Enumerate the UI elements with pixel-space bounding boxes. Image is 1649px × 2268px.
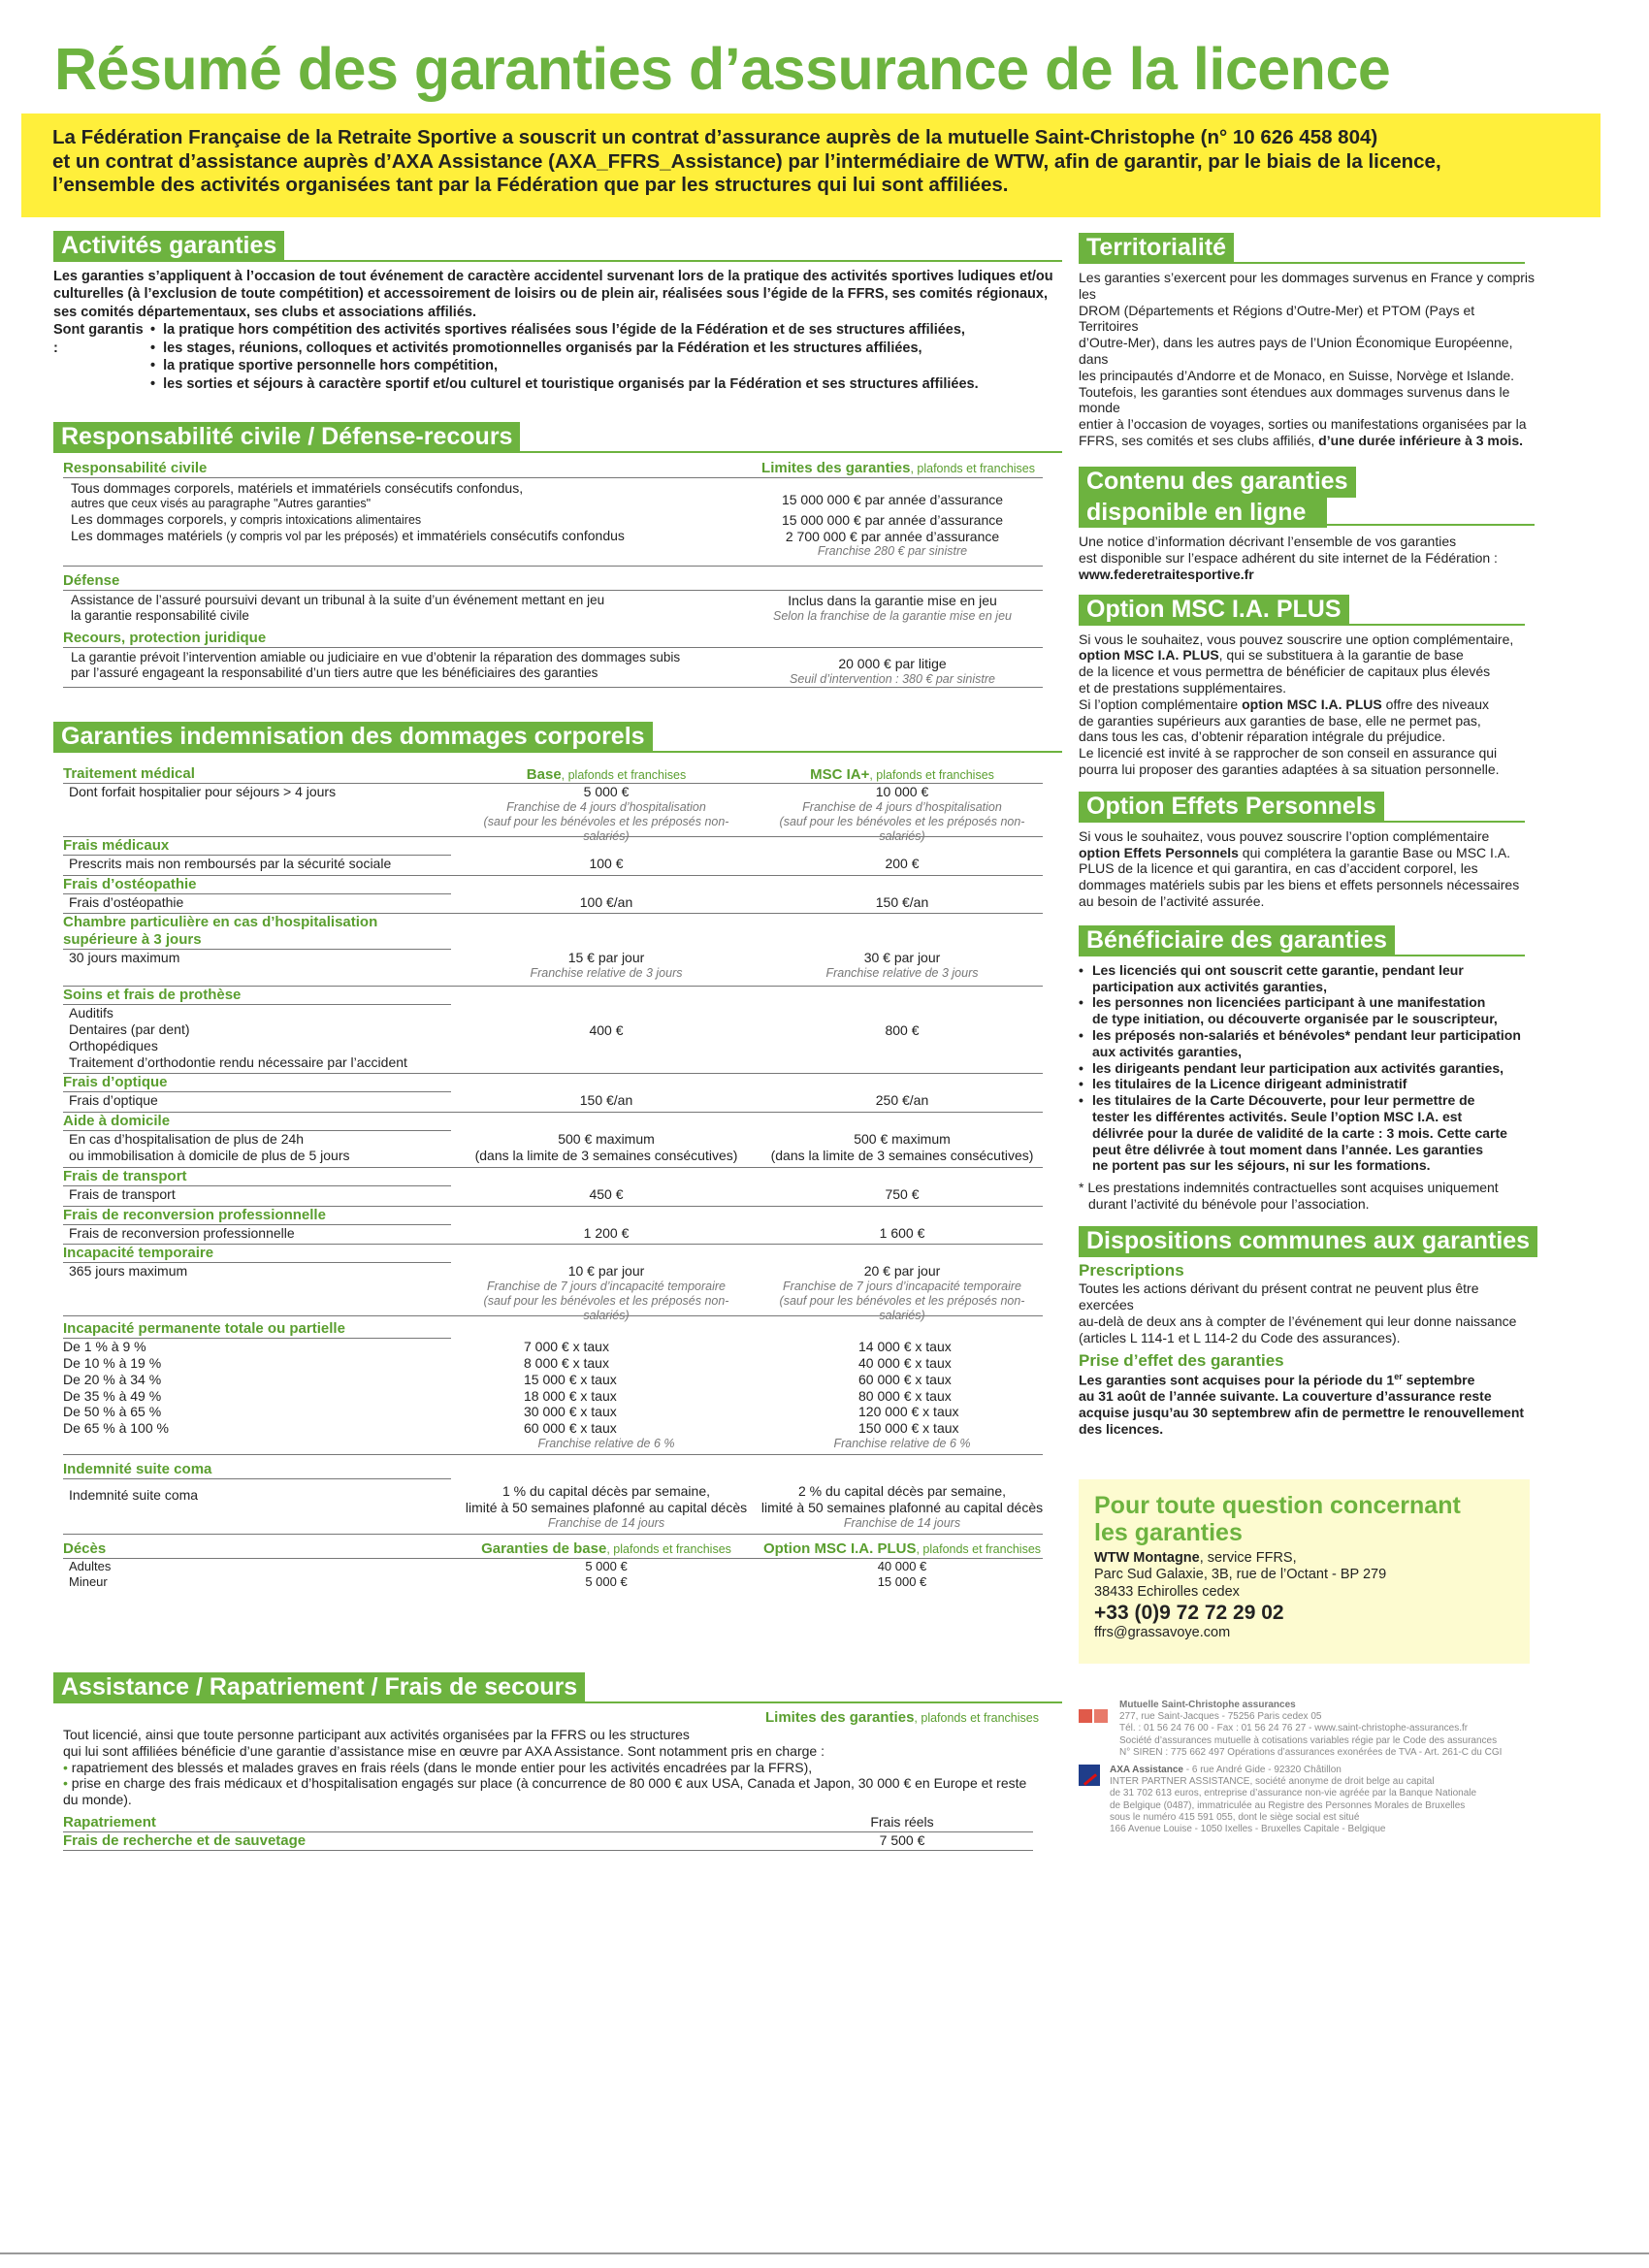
prise-effet-line: des licences. — [1079, 1420, 1164, 1437]
intro-line-2: et un contrat d’assistance auprès d’AXA Assistance (AXA_FFRS_Assistance) par l’intermédiaire de WTW, afin de garantir, par le biais de la licence, — [52, 149, 1441, 173]
defense-line-2: la garantie responsabilité civile — [71, 608, 249, 624]
gidc-row-line: Frais de transport — [69, 1185, 176, 1202]
intro-banner — [21, 113, 1600, 217]
gidc-base-value: 10 € par jour — [567, 1263, 645, 1280]
territ-line: Toutefois, les garanties sont étendues aux dommages survenus dans le monde — [1079, 383, 1510, 416]
gidc-ia-value: 10 000 € — [875, 784, 929, 799]
gidc-base-note: Franchise relative de 3 jours — [530, 966, 683, 981]
axa-line: sous le numéro 415 591 055, dont le siège social est situé — [1110, 1811, 1360, 1823]
gidc-base-value: 450 € — [589, 1185, 624, 1202]
gidc-base-header: Base, plafonds et franchises — [526, 766, 687, 783]
gidc-base-note: (sauf pour les bénévoles et les préposés non-salariés) — [483, 1294, 729, 1323]
coma-base-f: Franchise de 14 jours — [547, 1515, 665, 1530]
gidc-row-line: 30 jours maximum — [69, 950, 180, 966]
deces-row: Mineur 5 000 € 15 000 € — [69, 1573, 927, 1589]
rc-limits-header: Limites des garanties, plafonds et franchises — [761, 460, 1035, 476]
coma-ia-1: 2 % du capital décès par semaine, — [797, 1482, 1006, 1499]
gidc-deces-head: Décès — [63, 1539, 107, 1557]
heading-dispositions: Dispositions communes aux garanties — [1079, 1226, 1537, 1257]
gidc-base-note: (dans la limite de 3 semaines consécutives) — [474, 1147, 738, 1163]
heading-contenu-1: Contenu des garanties — [1079, 467, 1356, 498]
gidc-row — [63, 1074, 1043, 1113]
gidc-row-line: Prescrits mais non remboursés par la sécurité sociale — [69, 855, 392, 871]
gidc-base-note: Franchise de 7 jours d’incapacité temporaire — [487, 1280, 726, 1294]
gidc-coma — [63, 1461, 1043, 1535]
deces-row: Adultes 5 000 € 40 000 € — [69, 1558, 927, 1573]
rc-value-3: 2 700 000 € par année d’assurance — [785, 528, 1000, 544]
gidc-row-head: Frais d’ostéopathie — [63, 876, 451, 894]
territ-line: entier à l’occasion de voyages, sorties ou manifestations organisées par la — [1079, 416, 1527, 433]
gidc-base-note: (sauf pour les bénévoles et les préposés non-salariés) — [483, 814, 729, 843]
gidc-row-line: Frais de reconversion professionnelle — [69, 1224, 295, 1241]
gidc-base-value: 400 € — [589, 1022, 624, 1039]
assistance-limits-header: Limites des garanties, plafonds et franchises — [765, 1709, 1039, 1726]
activites-text-3: ses comités départementaux, ses clubs et associations affiliés. — [53, 304, 476, 320]
gidc-row-line: Frais d’ostéopathie — [69, 893, 184, 910]
rc-sub-civile: Responsabilité civile — [63, 460, 208, 476]
gidc-ia-value: 1 600 € — [879, 1224, 925, 1241]
recours-line-2: par l’assuré engageant la responsabilité d’un tiers autre que les bénéficiaires des garanties — [71, 665, 598, 681]
recours-line-1: La garantie prévoit l’intervention amiable ou judiciaire en vue d’obtenir la réparation des dommages subis — [71, 650, 681, 664]
right-column — [1079, 233, 1535, 1438]
gidc-ia-header: MSC IA+, plafonds et franchises — [810, 766, 994, 783]
contact-phone[interactable]: +33 (0)9 72 72 29 02 — [1094, 1602, 1284, 1625]
section-activites — [53, 231, 1062, 394]
gidc-row-line: Auditifs — [69, 1005, 113, 1021]
gidc-ip-row: De 20 % à 34 % 15 000 € x taux 60 000 € x taux — [63, 1371, 952, 1387]
gidc-ip-ia-franchise: Franchise relative de 6 % — [833, 1436, 971, 1450]
prescriptions-heading: Prescriptions — [1079, 1260, 1184, 1280]
gidc-row — [63, 1245, 1043, 1323]
gidc-ia-note: Franchise de 7 jours d’incapacité temporaire — [783, 1280, 1021, 1294]
axa-name-line: AXA Assistance - 6 rue André Gide - 92320 Châtillon — [1110, 1764, 1342, 1775]
gidc-deces — [63, 1540, 1043, 1589]
gidc-row-line: ou immobilisation à domicile de plus de 5 jours — [69, 1147, 350, 1163]
rc-franchise-3: Franchise 280 € par sinistre — [817, 544, 968, 559]
gidc-row-line: 365 jours maximum — [69, 1263, 188, 1280]
axa-line: 166 Avenue Louise - 1050 Ixelles - Bruxelles Capitale - Belgique — [1110, 1823, 1386, 1834]
option-line: dans tous les cas, d’obtenir réparation intégrale du préjudice. — [1079, 729, 1446, 745]
recours-franchise: Seuil d’intervention : 380 € par sinistre — [790, 671, 995, 686]
assistance-text-2: qui lui sont affiliées bénéficie d’une garantie d’assistance mise en œuvre par AXA Assistance. Sont notamment pris en charge : — [63, 1742, 824, 1759]
coma-ia-f: Franchise de 14 jours — [843, 1515, 961, 1530]
prise-effet-line: au 31 août de l’année suivante. La couverture d’assurance reste — [1079, 1388, 1492, 1405]
gidc-row — [63, 1168, 1043, 1207]
gidc-row-line: Dont forfait hospitalier pour séjours > 4 jours — [69, 784, 337, 799]
benef-note-2: durant l’activité du bénévole pour l’association. — [1088, 1195, 1370, 1212]
gidc-ia-value: 800 € — [885, 1022, 920, 1039]
gidc-ia-value: 250 €/an — [875, 1092, 929, 1109]
heading-contenu-2: disponible en ligne — [1079, 498, 1327, 529]
rc-sub-defense: Défense — [63, 572, 1043, 591]
gidc-ia-note: (sauf pour les bénévoles et les préposés non-salariés) — [779, 814, 1025, 843]
heading-activites: Activités garanties — [53, 231, 284, 262]
defense-value: Inclus dans la garantie mise en jeu — [788, 593, 997, 608]
gidc-ip-row: De 50 % à 65 % 30 000 € x taux 120 000 € x taux — [63, 1404, 959, 1420]
gidc-ip-row: De 35 % à 49 % 18 000 € x taux 80 000 € x taux — [63, 1387, 952, 1404]
gidc-row-head: Frais d’optique — [63, 1074, 451, 1092]
contact-address-2: 38433 Echirolles cedex — [1094, 1583, 1240, 1600]
heading-option-msc: Option MSC I.A. PLUS — [1079, 595, 1349, 626]
msc-line: Tél. : 01 56 24 76 00 - Fax : 01 56 24 76 27 - www.saint-christophe-assurances.fr — [1119, 1723, 1469, 1734]
heading-territorialite: Territorialité — [1079, 233, 1234, 264]
gidc-coma-head: Indemnité suite coma — [63, 1461, 451, 1479]
axa-line: INTER PARTNER ASSISTANCE, société anonyme de droit belge au capital — [1110, 1776, 1435, 1788]
gidc-base-value: 150 €/an — [579, 1092, 633, 1109]
recherche-value: 7 500 € — [879, 1831, 925, 1848]
prescriptions-line: (articles L 114-1 et L 114-2 du Code des assurances). — [1079, 1329, 1401, 1345]
benef-item: • Les licenciés qui ont souscrit cette garantie, pendant leur participation aux activités garanties, — [1079, 961, 1464, 994]
gidc-row — [63, 837, 1043, 876]
gidc-base-value: 500 € maximum — [558, 1131, 655, 1148]
axa-logo — [1079, 1765, 1100, 1786]
gidc-base-value: 100 € — [589, 855, 624, 871]
gidc-ip-row: De 1 % à 9 % 7 000 € x taux 14 000 € x taux — [63, 1339, 952, 1355]
benef-item: • les dirigeants pendant leur participation aux activités garanties, — [1079, 1059, 1504, 1076]
deces-ia-header: Option MSC I.A. PLUS, plafonds et franchises — [762, 1539, 1042, 1557]
intro-line-1: La Fédération Française de la Retraite Sportive a souscrit un contrat d’assurance auprès de la mutuelle Saint-Christophe (n° 10 626 458 804) — [52, 126, 1378, 148]
prescriptions-line: au-delà de deux ans à compter de l’événement qui leur donne naissance — [1079, 1312, 1517, 1329]
bottom-scan-line — [0, 2252, 1649, 2254]
effets-line: au besoin de l’activité assurée. — [1079, 893, 1265, 910]
contact-email[interactable]: ffrs@grassavoye.com — [1094, 1625, 1231, 1641]
option-line: de la licence et vous permettra de bénéficier de capitaux plus élevés — [1079, 664, 1491, 680]
gidc-ia-note: Franchise relative de 3 jours — [825, 966, 979, 981]
option-line: Si vous le souhaitez, vous pouvez souscrire une option complémentaire, — [1079, 631, 1514, 647]
section-rc — [53, 422, 1062, 453]
rc-value-2: 15 000 000 € par année d’assurance — [781, 511, 1004, 528]
axa-line: de 31 702 613 euros, entreprise d’assurance non-vie agréée par la Banque Nationale — [1110, 1788, 1477, 1799]
gidc-base-value: 100 €/an — [579, 893, 633, 910]
rc-row-1b: autres que ceux visés au paragraphe "Autres garanties" — [71, 496, 372, 510]
contact-heading-2: les garanties — [1094, 1518, 1243, 1546]
territ-line: Les garanties s’exercent pour les dommages survenus en France y compris les — [1079, 270, 1535, 302]
page-title: Résumé des garanties d’assurance de la licence — [54, 36, 1391, 102]
section-assistance — [53, 1672, 1062, 1703]
rc-row-3: Les dommages matériels (y compris vol par les préposés) et immatériels consécutifs confondus — [71, 527, 625, 543]
msc-line: N° SIREN : 775 662 497 Opérations d’assurances exonérées de TVA - Art. 261-C du CGI — [1119, 1746, 1503, 1758]
heading-gidc: Garanties indemnisation des dommages corporels — [53, 722, 653, 753]
gidc-ip-row: De 65 % à 100 % 60 000 € x taux 150 000 € x taux — [63, 1420, 959, 1437]
option-line: pourra lui proposer des garanties adaptées à sa situation personnelle. — [1079, 761, 1500, 778]
heading-rc: Responsabilité civile / Défense-recours — [53, 422, 520, 453]
rc-value-1: 15 000 000 € par année d’assurance — [781, 492, 1004, 507]
gidc-row-head: Frais de transport — [63, 1168, 451, 1186]
benef-item: • les titulaires de la Licence dirigeant administratif — [1079, 1076, 1407, 1092]
gidc-row — [63, 1113, 1043, 1168]
activites-text-2: culturelles (à l’exclusion de toute compétition) et accessoirement de loisirs ou de plein air, réalisées sous l’égide de la FFRS, ses comités régionaux, — [53, 286, 1048, 303]
effets-line: option Effets Personnels qui complétera la garantie Base ou MSC I.A. — [1079, 844, 1511, 860]
footer-insurers — [1079, 1700, 1544, 1835]
rc-sub-recours: Recours, protection juridique — [63, 630, 1043, 648]
activites-item: • les stages, réunions, colloques et activités promotionnelles organisés par la Fédération et les structures affiliées, — [150, 340, 922, 356]
gidc-base-value: 5 000 € — [583, 784, 630, 799]
effets-line: dommages matériels subis par les biens et effets personnels nécessaires — [1079, 877, 1520, 893]
rapatriement-label: Rapatriement — [63, 1813, 156, 1831]
msc-logo — [1079, 1705, 1110, 1729]
gidc-row-line: Frais d’optique — [69, 1092, 158, 1109]
defense-franchise: Selon la franchise de la garantie mise en jeu — [773, 608, 1012, 623]
gidc-ip-row: De 10 % à 19 % 8 000 € x taux 40 000 € x taux — [63, 1354, 952, 1371]
contact-heading-1: Pour toute question concernant — [1094, 1492, 1461, 1519]
gidc-row-head: Frais médicaux — [63, 837, 451, 856]
deces-base-header: Garanties de base, plafonds et franchises — [481, 1539, 731, 1557]
gidc-ia-value: 150 €/an — [875, 893, 929, 910]
recherche-label: Frais de recherche et de sauvetage — [63, 1831, 307, 1849]
msc-line: Société d’assurances mutuelle à cotisations variables régie par le Code des assurances — [1119, 1734, 1498, 1746]
territ-line: les principautés d’Andorre et de Monaco, en Suisse, Norvège et Islande. — [1079, 367, 1515, 383]
gidc-ip-base-franchise: Franchise relative de 6 % — [537, 1436, 675, 1450]
gidc-ia-value: 30 € par jour — [863, 950, 941, 966]
activites-item: • la pratique hors compétition des activités sportives réalisées sous l’égide de la Fédération et de ses structures affiliées, — [150, 322, 965, 339]
gidc-ia-value: 500 € maximum — [854, 1131, 951, 1148]
gidc-ia-value: 20 € par jour — [863, 1263, 941, 1280]
gidc-row — [63, 987, 1043, 1074]
intro-line-3: l’ensemble des activités organisées tant par la Fédération que par les structures qui lui sont affiliées. — [52, 174, 1009, 197]
option-line: Si l’option complémentaire option MSC I.A. PLUS offre des niveaux — [1079, 696, 1490, 712]
msc-line: 277, rue Saint-Jacques - 75256 Paris cedex 05 — [1119, 1711, 1322, 1723]
contact-address-1: Parc Sud Galaxie, 3B, rue de l’Octant - BP 279 — [1094, 1567, 1387, 1583]
benef-list — [1079, 962, 1535, 1174]
contact-org: WTW Montagne, service FFRS, — [1094, 1550, 1297, 1566]
gidc-row-head: Incapacité temporaire — [63, 1245, 451, 1263]
gidc-row — [63, 1207, 1043, 1246]
gidc-ia-note: Franchise de 4 jours d’hospitalisation — [802, 799, 1002, 814]
option-line: option MSC I.A. PLUS, qui se substituera à la garantie de base — [1079, 647, 1464, 664]
contenu-line-1: Une notice d’information décrivant l’ensemble de vos garanties — [1079, 534, 1457, 550]
gidc-ia-value: 200 € — [885, 855, 920, 871]
gidc-ia-note: (dans la limite de 3 semaines consécutives) — [770, 1147, 1034, 1163]
prise-effet-line: Les garanties sont acquises pour la période du 1er septembre — [1079, 1371, 1475, 1388]
prescriptions-line: Toutes les actions dérivant du présent contrat ne peuvent plus être exercées — [1079, 1280, 1479, 1312]
coma-base-2: limité à 50 semaines plafonné au capital décès — [465, 1499, 748, 1515]
section-gidc — [53, 722, 1062, 753]
benef-item: • les personnes non licenciées participant à une manifestation de type initiation, ou découverte organisée par le souscripteur, — [1079, 994, 1498, 1027]
gidc-row — [63, 765, 1043, 843]
gidc-ip-head: Incapacité permanente totale ou partielle — [63, 1320, 451, 1339]
territ-last-line: FFRS, ses comités et ses clubs affiliés, d’une durée inférieure à 3 mois. — [1079, 432, 1523, 448]
gidc-row-head: Soins et frais de prothèse — [63, 987, 451, 1005]
axa-line: de Belgique (0487), immatriculée au Registre des Personnes Morales de Bruxelles — [1110, 1799, 1466, 1811]
heading-assistance: Assistance / Rapatriement / Frais de secours — [53, 1672, 585, 1703]
activites-item: • les sorties et séjours à caractère sportif et/ou culturel et touristique organisés par la Fédération et ses structures affiliées. — [150, 376, 979, 393]
effets-line: Si vous le souhaitez, vous pouvez souscrire l’option complémentaire — [1079, 827, 1490, 844]
gidc-base-value: 1 200 € — [583, 1224, 630, 1241]
activites-item: • la pratique sportive personnelle hors compétition, — [150, 358, 498, 374]
assistance-bullet-2: • prise en charge des frais médicaux et d’hospitalisation engagés sur place (à concurrence de 80 000 € aux USA, Canada et Japon, 30 000 € en Europe et reste du monde). — [63, 1775, 1027, 1808]
effets-line: PLUS de la licence et qui garantira, en cas d’accident corporel, les — [1079, 860, 1478, 877]
assistance-text-1: Tout licencié, ainsi que toute personne participant aux activités organisées par la FFRS ou les structures — [63, 1727, 690, 1742]
prise-effet-heading: Prise d’effet des garanties — [1079, 1351, 1284, 1371]
heading-beneficiaire: Bénéficiaire des garanties — [1079, 925, 1395, 956]
option-line: Le licencié est invité à se rapprocher de son conseil en assurance qui — [1079, 745, 1498, 761]
defense-line-1: Assistance de l’assuré poursuivi devant un tribunal à la suite d’un événement mettant en jeu — [71, 593, 605, 607]
rapatriement-value: Frais réels — [870, 1813, 934, 1830]
gidc-row-line: En cas d’hospitalisation de plus de 24h — [69, 1131, 305, 1148]
prise-effet-line: acquise jusqu’au 30 septembrew afin de permettre le renouvellement — [1079, 1404, 1525, 1420]
rc-row-2: Les dommages corporels, y compris intoxications alimentaires — [71, 510, 422, 527]
benef-note-1: * Les prestations indemnités contractuelles sont acquises uniquement — [1079, 1180, 1499, 1196]
gidc-row-head: Traitement médical — [63, 765, 1043, 784]
coma-ia-2: limité à 50 semaines plafonné au capital décès — [760, 1499, 1044, 1515]
option-line: de garanties supérieurs aux garanties de base, elle ne permet pas, — [1079, 712, 1481, 729]
contact-box — [1079, 1479, 1530, 1664]
territ-line: DROM (Départements et Régions d’Outre-Mer) et PTOM (Pays et Territoires — [1079, 302, 1475, 335]
gidc-row-line: Dentaires (par dent) — [69, 1021, 190, 1037]
recours-value: 20 000 € par litige — [838, 656, 947, 671]
msc-name: Mutuelle Saint-Christophe assurances — [1119, 1700, 1296, 1710]
gidc-row-line: Orthopédiques — [69, 1037, 158, 1053]
contenu-line-2: est disponible sur l’espace adhérent du site internet de la Fédération : — [1079, 550, 1498, 567]
rc-row-1a: Tous dommages corporels, matériels et immatériels consécutifs confondus, — [71, 480, 524, 496]
gidc-row-head: Aide à domicile — [63, 1113, 451, 1131]
option-line: et de prestations supplémentaires. — [1079, 680, 1287, 697]
heading-effets: Option Effets Personnels — [1079, 792, 1384, 823]
gidc-table — [63, 765, 1043, 1589]
sont-garantis-label: Sont garantis : — [53, 322, 144, 356]
coma-base-1: 1 % du capital décès par semaine, — [501, 1482, 710, 1499]
activites-text-1: Les garanties s’appliquent à l’occasion de tout événement de caractère accidentel survenant lors de la pratique des activités sportives ludiques et/ou — [53, 268, 1053, 284]
gidc-coma-line: Indemnité suite coma — [69, 1486, 199, 1503]
benef-item: • les préposés non-salariés et bénévoles* pendant leur participation aux activités garanties, — [1079, 1027, 1521, 1059]
gidc-ia-value: 750 € — [885, 1185, 920, 1202]
contenu-url[interactable]: www.federetraitesportive.fr — [1079, 566, 1254, 582]
gidc-row-head: Chambre particulière en cas d’hospitalisation supérieure à 3 jours — [63, 914, 451, 950]
gidc-row — [63, 914, 1043, 987]
gidc-row — [63, 876, 1043, 915]
gidc-row-line: Traitement d’orthodontie rendu nécessaire par l’accident — [69, 1053, 407, 1070]
assistance-bullet-1: • rapatriement des blessés et malades graves en frais réels (dans le monde entier pour les activités encadrées par la FFRS), — [63, 1759, 813, 1775]
gidc-row-head: Frais de reconversion professionnelle — [63, 1207, 451, 1225]
gidc-base-value: 15 € par jour — [567, 950, 645, 966]
gidc-ip — [63, 1320, 1043, 1455]
gidc-ia-note: (sauf pour les bénévoles et les préposés non-salariés) — [779, 1294, 1025, 1323]
territ-line: d’Outre-Mer), dans les autres pays de l’Union Économique Européenne, dans — [1079, 335, 1513, 367]
gidc-base-note: Franchise de 4 jours d’hospitalisation — [506, 799, 706, 814]
benef-item: • les titulaires de la Carte Découverte, pour leur permettre de tester les différentes activités. Seule l’option MSC I.A. est délivrée pour la durée de validité de la carte : 3 mois. Cette carte peut être délivrée à tout moment dans l’année. Les garanties ne portent pas sur les séjours, ni sur les formations. — [1079, 1092, 1507, 1174]
